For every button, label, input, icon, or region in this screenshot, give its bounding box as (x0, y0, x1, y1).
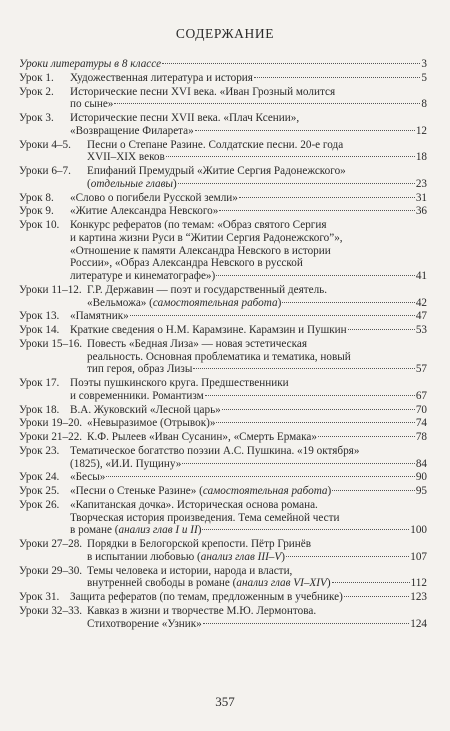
entry-line: «Слово о погибели Русской земли» 31 (70, 191, 427, 204)
toc-entry-text (87, 165, 427, 191)
entry-line: Стихотворение «Узник» 124 (87, 617, 427, 630)
dot-leader (344, 596, 409, 597)
page-ref: 78 (415, 431, 427, 443)
page-ref: 74 (415, 417, 427, 430)
entry-line: и современники. Романтизм 67 (70, 389, 427, 402)
toc-entry-text (87, 139, 427, 165)
entry-line: Исторические песни XVI века. «Иван Грозный молится (70, 85, 336, 98)
toc-entry-text (70, 404, 427, 417)
toc-entry[interactable] (19, 112, 427, 138)
toc-entry-text (70, 445, 427, 471)
entry-line: (отдельные главы) 23 (87, 177, 427, 190)
dot-leader (216, 275, 415, 276)
dot-leader (348, 329, 415, 330)
lesson-label: Уроки 6–7. (19, 165, 71, 177)
dot-leader (332, 490, 415, 491)
page-ref: 67 (415, 389, 427, 402)
page-ref: 124 (410, 617, 427, 630)
entry-line: Поэты пушкинского круга. Предшественники (70, 377, 289, 389)
toc-entry[interactable] (19, 324, 427, 337)
toc-entry-text (87, 417, 427, 430)
entry-line: «Песни о Стеньке Разине» (самостоятельная работа) 95 (70, 485, 427, 497)
page-ref: 8 (421, 98, 427, 111)
toc-entry-text (70, 192, 427, 205)
toc-entry[interactable] (19, 404, 427, 417)
lesson-label: Уроки 21–22. (19, 431, 83, 443)
entry-line: в романе (анализ глав I и II) 100 (70, 524, 427, 537)
page-title: СОДЕРЖАНИЕ (175, 26, 275, 41)
toc-entry[interactable] (19, 338, 427, 376)
entry-line: «Отношение к памяти Александра Невского в истории (70, 244, 331, 257)
entry-line: «Капитанская дочка». Историческая основа романа. (70, 498, 318, 511)
toc-entry-text (70, 205, 427, 218)
entry-line: внутренней свободы в романе (анализ глав VI–XIV) 112 (87, 577, 427, 590)
toc-entry-text (87, 565, 427, 591)
toc-entry-text (70, 86, 427, 112)
dot-leader (182, 463, 415, 464)
dot-leader (332, 582, 410, 583)
dot-leader (216, 422, 414, 423)
toc-entry-text (70, 72, 427, 85)
toc-entry-text (87, 284, 427, 310)
page-ref: 3 (421, 58, 427, 70)
entry-line: литературе и кинематографе») 41 (70, 270, 427, 282)
toc-entry[interactable] (19, 445, 427, 471)
page-ref: 95 (415, 485, 427, 497)
page-ref: 84 (415, 457, 427, 470)
table-of-contents (19, 58, 427, 630)
lesson-label: Урок 18. (19, 403, 60, 416)
dot-leader (166, 156, 415, 157)
dot-leader (130, 315, 415, 316)
toc-entry[interactable] (19, 431, 427, 444)
page-ref: 18 (415, 151, 427, 164)
dot-leader (202, 529, 409, 530)
page-number: 357 (215, 694, 235, 709)
entry-line: Защита рефератов (по темам, предложенным в учебнике) 123 (70, 591, 427, 603)
entry-line: «Памятник» 47 (70, 310, 427, 323)
lesson-label: Уроки 27–28. (19, 538, 83, 550)
toc-entry-text (70, 377, 427, 403)
toc-entry[interactable] (19, 205, 427, 218)
lesson-label: Урок 25. (19, 485, 60, 497)
toc-entry[interactable] (19, 377, 427, 403)
toc-entry-text (87, 431, 427, 444)
page-ref: 47 (415, 310, 427, 323)
dot-leader (254, 77, 420, 78)
lesson-label: Урок 10. (19, 219, 60, 231)
toc-entry-text (70, 471, 427, 484)
entry-line: Епифаний Премудрый «Житие Сергия Радонежского» (87, 165, 346, 177)
lesson-label: Урок 23. (19, 444, 60, 457)
page-ref: 5 (421, 71, 427, 84)
toc-entry[interactable] (19, 284, 427, 310)
entry-line: России», «Образ Александра Невского в русской (70, 257, 303, 270)
entry-line: Г.Р. Державин — поэт и государственный деятель. (87, 283, 328, 296)
dot-leader (106, 476, 414, 477)
page-ref: 41 (415, 270, 427, 282)
dot-leader (286, 556, 409, 557)
toc-entry-text (70, 591, 427, 604)
entry-line: К.Ф. Рылеев «Иван Сусанин», «Смерть Ермака» 78 (87, 431, 427, 443)
entry-line: Тематическое богатство поэзии А.С. Пушкина. «19 октября» (70, 444, 360, 457)
lesson-label: Урок 31. (19, 591, 60, 603)
page-ref: 42 (415, 296, 427, 309)
entry-line: и картина жизни Руси в “Житии Сергия Радонежского”», (70, 231, 343, 244)
entry-line: XVII–XIX веков 18 (87, 151, 427, 164)
dot-leader (195, 130, 415, 131)
toc-entry[interactable] (19, 72, 427, 85)
lesson-label: Урок 13. (19, 310, 60, 323)
entry-line: (1825), «И.И. Пущину» 84 (70, 457, 427, 470)
lesson-label: Урок 8. (19, 191, 54, 204)
dot-leader (114, 103, 420, 104)
lesson-label: Урок 17. (19, 377, 60, 389)
toc-entry-text (70, 499, 427, 537)
dot-leader (178, 183, 415, 184)
entry-line: Темы человека и истории, народа и власти, (87, 564, 293, 577)
lesson-label: Уроки 19–20. (19, 417, 83, 430)
toc-entry[interactable] (19, 165, 427, 191)
entry-line: реальность. Основная проблематика и тематика, новый (87, 350, 351, 363)
entry-line: «Возвращение Филарета» 12 (70, 124, 427, 137)
entry-line: Уроки литературы в 8 классе 3 (19, 58, 427, 70)
toc-entry-text (70, 112, 427, 138)
toc-entry-text (87, 605, 427, 631)
toc-entry[interactable] (19, 192, 427, 205)
entry-line: тип героя, образ Лизы 57 (87, 363, 427, 376)
entry-line: «Житие Александра Невского» 36 (70, 205, 427, 218)
lesson-label: Уроки 4–5. (19, 138, 71, 151)
lesson-label: Урок 2. (19, 85, 54, 98)
entry-line: В.А. Жуковский «Лесной царь» 70 (70, 403, 427, 416)
dot-leader (203, 623, 409, 624)
toc-entry[interactable] (19, 417, 427, 430)
toc-entry[interactable] (19, 499, 427, 537)
lesson-label: Урок 26. (19, 498, 60, 511)
page-ref: 90 (415, 471, 427, 484)
toc-entry[interactable] (19, 219, 427, 283)
dot-leader (239, 197, 415, 198)
page-ref: 23 (415, 177, 427, 190)
toc-entry-text (70, 485, 427, 498)
entry-line: Творческая история произведения. Тема семейной чести (70, 511, 340, 524)
page-ref: 36 (415, 205, 427, 218)
entry-line: Краткие сведения о Н.М. Карамзине. Карамзин и Пушкин 53 (70, 324, 427, 336)
toc-entry[interactable] (19, 605, 427, 631)
page-ref: 53 (415, 324, 427, 336)
toc-entry[interactable] (19, 591, 427, 604)
lesson-label: Урок 3. (19, 112, 54, 124)
toc-entry-text (87, 538, 427, 564)
entry-line: Повесть «Бедная Лиза» — новая эстетическая (87, 337, 307, 350)
entry-line: «Бесы» 90 (70, 471, 427, 484)
dot-leader (205, 395, 415, 396)
page-ref: 100 (410, 524, 427, 537)
lesson-label: Уроки 15–16. (19, 337, 83, 350)
toc-entry[interactable] (19, 485, 427, 498)
dot-leader (219, 210, 414, 211)
dot-leader (318, 436, 415, 437)
toc-entry[interactable] (19, 538, 427, 564)
toc-entry-text (70, 310, 427, 323)
lesson-label: Урок 9. (19, 205, 54, 218)
dot-leader (282, 302, 415, 303)
page-ref: 107 (410, 550, 427, 563)
toc-entry-text (87, 338, 427, 376)
toc-entry[interactable] (19, 310, 427, 323)
lesson-label: Уроки 29–30. (19, 564, 83, 577)
page-ref: 12 (415, 124, 427, 137)
dot-leader (162, 63, 420, 64)
entry-line: Конкурс рефератов (по темам: «Образ святого Сергия (70, 219, 327, 231)
lesson-label: Уроки 11–12. (19, 283, 82, 296)
page-ref: 31 (415, 191, 427, 204)
entry-line: Исторические песни XVII века. «Плач Ксении», (70, 112, 300, 124)
lesson-label: Уроки 32–33. (19, 604, 83, 617)
toc-entry-text (19, 58, 427, 71)
lesson-label: Урок 14. (19, 324, 60, 336)
toc-entry-text (70, 324, 427, 337)
toc-entry[interactable] (19, 58, 427, 71)
page-ref: 112 (410, 577, 427, 590)
entry-line: «Невыразимое (Отрывок)» 74 (87, 417, 427, 430)
dot-leader (193, 368, 414, 369)
entry-line: Художественная литература и история 5 (70, 71, 427, 84)
toc-entry-text (70, 219, 427, 283)
toc-entry[interactable] (19, 471, 427, 484)
dot-leader (222, 409, 415, 410)
page-ref: 70 (415, 403, 427, 416)
page-ref: 123 (410, 591, 427, 603)
entry-line: в испытании любовью (анализ глав III–V) 107 (87, 550, 427, 563)
page-ref: 57 (415, 363, 427, 376)
entry-line: Песни о Степане Разине. Солдатские песни. 20-е года (87, 138, 344, 151)
toc-entry[interactable] (19, 139, 427, 165)
entry-line: по сыне» 8 (70, 98, 427, 111)
entry-line: Кавказ в жизни и творчестве М.Ю. Лермонтова. (87, 604, 317, 617)
entry-line: «Вельможа» (самостоятельная работа) 42 (87, 296, 427, 309)
toc-entry[interactable] (19, 86, 427, 112)
lesson-label: Урок 1. (19, 71, 54, 84)
lesson-label: Урок 24. (19, 471, 60, 484)
toc-entry[interactable] (19, 565, 427, 591)
entry-line: Порядки в Белогорской крепости. Пётр Гринёв (87, 538, 312, 550)
